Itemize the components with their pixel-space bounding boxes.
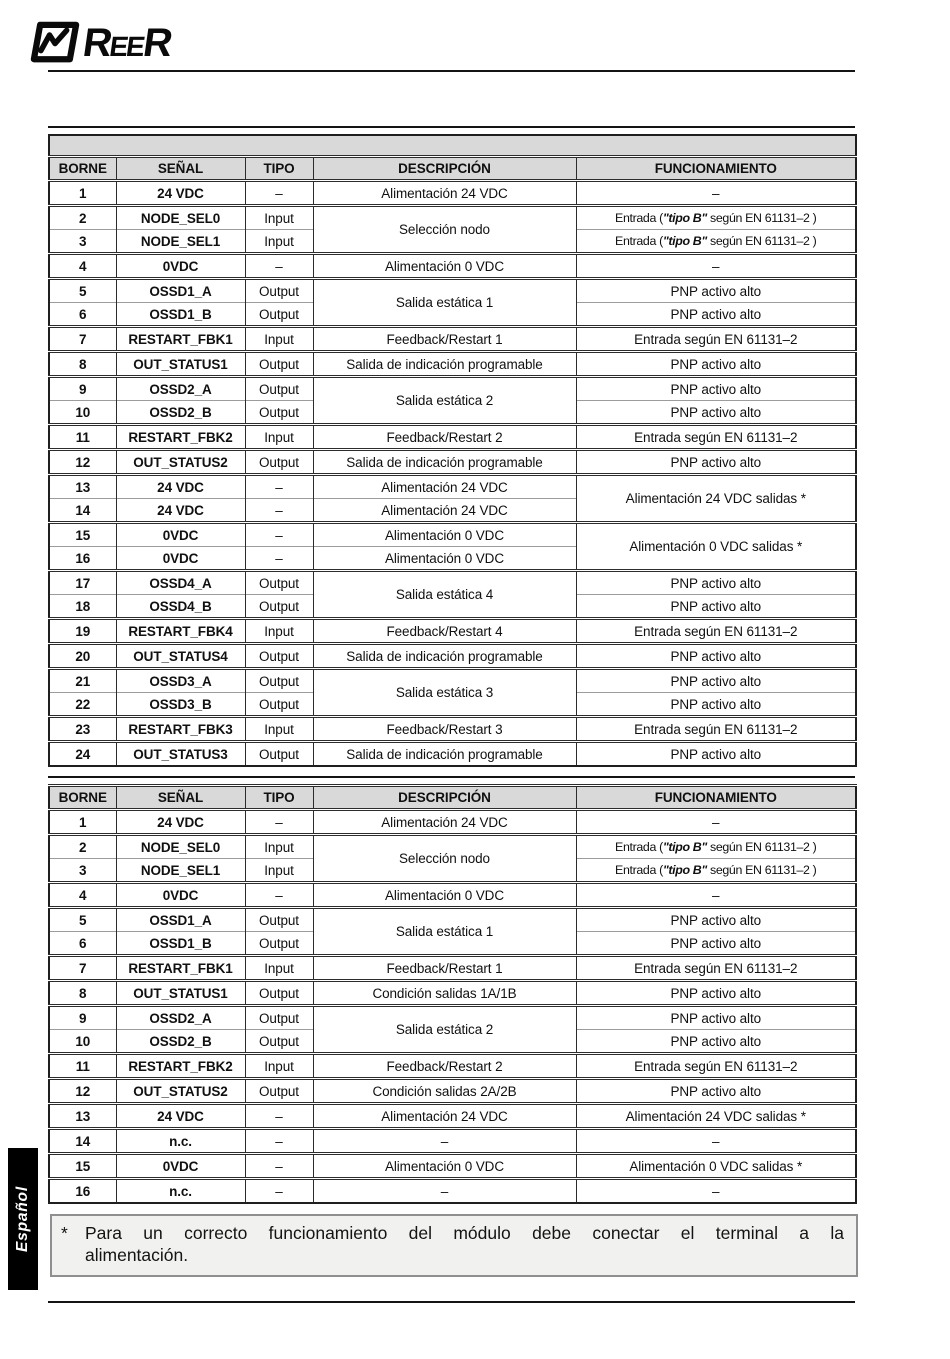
senal-cell: 0VDC xyxy=(116,883,245,908)
senal-cell: 0VDC xyxy=(116,1154,245,1179)
func-cell: Entrada ("tipo B" según EN 61131–2 ) xyxy=(576,206,856,230)
func-cell: PNP activo alto xyxy=(576,571,856,595)
tipo-cell: Output xyxy=(245,1030,313,1054)
desc-cell: Salida estática 2 xyxy=(313,1006,576,1054)
senal-cell: OSSD4_B xyxy=(116,595,245,619)
borne-cell: 2 xyxy=(49,206,116,230)
desc-cell: Alimentación 24 VDC xyxy=(313,181,576,206)
pinout-table-16-terminals xyxy=(48,784,857,1204)
tipo-cell: – xyxy=(245,1179,313,1204)
tipo-cell: Output xyxy=(245,1006,313,1030)
desc-cell: Selección nodo xyxy=(313,206,576,254)
senal-cell: RESTART_FBK3 xyxy=(116,717,245,742)
func-cell: Entrada según EN 61131–2 xyxy=(576,327,856,352)
tipo-cell: – xyxy=(245,181,313,206)
func-cell: PNP activo alto xyxy=(576,401,856,425)
senal-cell: RESTART_FBK1 xyxy=(116,956,245,981)
func-cell: PNP activo alto xyxy=(576,377,856,401)
reer-logo-text: REER xyxy=(80,20,174,65)
tipo-cell: Input xyxy=(245,835,313,859)
bottom-rule xyxy=(48,1301,855,1303)
footnote-box xyxy=(50,1214,858,1277)
senal-cell: OSSD4_A xyxy=(116,571,245,595)
senal-cell: n.c. xyxy=(116,1129,245,1154)
desc-cell: Feedback/Restart 3 xyxy=(313,717,576,742)
borne-cell: 6 xyxy=(49,932,116,956)
tipo-cell: Output xyxy=(245,352,313,377)
tipo-cell: – xyxy=(245,883,313,908)
borne-cell: 4 xyxy=(49,254,116,279)
tipo-cell: Input xyxy=(245,206,313,230)
desc-cell: Alimentación 0 VDC xyxy=(313,254,576,279)
tipo-cell: Output xyxy=(245,644,313,669)
senal-cell: NODE_SEL0 xyxy=(116,206,245,230)
borne-cell: 20 xyxy=(49,644,116,669)
borne-cell: 2 xyxy=(49,835,116,859)
borne-cell: 13 xyxy=(49,475,116,499)
borne-cell: 12 xyxy=(49,450,116,475)
column-header: TIPO xyxy=(245,786,313,810)
footnote-line2: alimentación. xyxy=(85,1245,189,1265)
func-cell: PNP activo alto xyxy=(576,908,856,932)
reer-logo-icon xyxy=(30,20,80,69)
tipo-cell: – xyxy=(245,1154,313,1179)
footnote-text xyxy=(85,1222,844,1266)
senal-cell: OSSD1_A xyxy=(116,279,245,303)
tipo-cell: Output xyxy=(245,908,313,932)
tipo-cell: Input xyxy=(245,717,313,742)
desc-cell: Condición salidas 1A/1B xyxy=(313,981,576,1006)
func-cell: – xyxy=(576,181,856,206)
func-cell: PNP activo alto xyxy=(576,352,856,377)
borne-cell: 7 xyxy=(49,327,116,352)
tipo-cell: Input xyxy=(245,619,313,644)
tipo-cell: Output xyxy=(245,932,313,956)
func-cell: PNP activo alto xyxy=(576,693,856,717)
senal-cell: OUT_STATUS1 xyxy=(116,352,245,377)
func-cell: Alimentación 0 VDC salidas * xyxy=(576,1154,856,1179)
desc-cell: Salida estática 4 xyxy=(313,571,576,619)
senal-cell: OSSD2_A xyxy=(116,1006,245,1030)
desc-cell: Salida de indicación programable xyxy=(313,450,576,475)
tipo-cell: Output xyxy=(245,571,313,595)
table2-top-rule xyxy=(48,776,855,778)
borne-cell: 6 xyxy=(49,303,116,327)
desc-cell: Feedback/Restart 4 xyxy=(313,619,576,644)
column-header: FUNCIONAMIENTO xyxy=(576,786,856,810)
tipo-cell: Output xyxy=(245,279,313,303)
tipo-cell: Output xyxy=(245,401,313,425)
column-header: DESCRIPCIÓN xyxy=(313,157,576,181)
senal-cell: OSSD3_B xyxy=(116,693,245,717)
desc-cell: Salida de indicación programable xyxy=(313,352,576,377)
senal-cell: NODE_SEL1 xyxy=(116,859,245,883)
func-cell: PNP activo alto xyxy=(576,644,856,669)
func-cell: PNP activo alto xyxy=(576,742,856,767)
senal-cell: NODE_SEL1 xyxy=(116,230,245,254)
borne-cell: 16 xyxy=(49,1179,116,1204)
desc-cell: Alimentación 0 VDC xyxy=(313,1154,576,1179)
desc-cell: Alimentación 24 VDC xyxy=(313,810,576,835)
tipo-cell: – xyxy=(245,475,313,499)
borne-cell: 1 xyxy=(49,181,116,206)
senal-cell: n.c. xyxy=(116,1179,245,1204)
borne-cell: 23 xyxy=(49,717,116,742)
func-cell: PNP activo alto xyxy=(576,1006,856,1030)
func-cell: PNP activo alto xyxy=(576,1030,856,1054)
column-header: SEÑAL xyxy=(116,786,245,810)
senal-cell: 24 VDC xyxy=(116,1104,245,1129)
borne-cell: 15 xyxy=(49,523,116,547)
tipo-cell: Input xyxy=(245,230,313,254)
desc-cell: Feedback/Restart 2 xyxy=(313,425,576,450)
borne-cell: 11 xyxy=(49,1054,116,1079)
func-cell: PNP activo alto xyxy=(576,1079,856,1104)
tipo-cell: Input xyxy=(245,956,313,981)
func-cell: PNP activo alto xyxy=(576,595,856,619)
column-header: SEÑAL xyxy=(116,157,245,181)
desc-cell: Alimentación 24 VDC xyxy=(313,499,576,523)
reer-logo xyxy=(30,20,174,69)
senal-cell: 24 VDC xyxy=(116,181,245,206)
borne-cell: 15 xyxy=(49,1154,116,1179)
tipo-cell: – xyxy=(245,499,313,523)
senal-cell: RESTART_FBK2 xyxy=(116,425,245,450)
borne-cell: 22 xyxy=(49,693,116,717)
desc-cell: Salida de indicación programable xyxy=(313,644,576,669)
senal-cell: OUT_STATUS2 xyxy=(116,450,245,475)
column-header: DESCRIPCIÓN xyxy=(313,786,576,810)
desc-cell: Feedback/Restart 1 xyxy=(313,956,576,981)
tipo-cell: Output xyxy=(245,981,313,1006)
func-cell: PNP activo alto xyxy=(576,303,856,327)
func-cell: PNP activo alto xyxy=(576,669,856,693)
senal-cell: OSSD1_A xyxy=(116,908,245,932)
tipo-cell: – xyxy=(245,1129,313,1154)
func-cell: Entrada según EN 61131–2 xyxy=(576,717,856,742)
desc-cell: Alimentación 24 VDC xyxy=(313,1104,576,1129)
borne-cell: 10 xyxy=(49,401,116,425)
tipo-cell: – xyxy=(245,254,313,279)
desc-cell: Feedback/Restart 2 xyxy=(313,1054,576,1079)
senal-cell: OSSD1_B xyxy=(116,303,245,327)
desc-cell: Condición salidas 2A/2B xyxy=(313,1079,576,1104)
footnote-line1: Para un correcto funcionamiento del módulo debe conectar el terminal a la xyxy=(85,1223,844,1243)
desc-cell: Salida estática 1 xyxy=(313,279,576,327)
tipo-cell: Output xyxy=(245,303,313,327)
func-cell: – xyxy=(576,883,856,908)
borne-cell: 17 xyxy=(49,571,116,595)
tipo-cell: – xyxy=(245,810,313,835)
func-cell: – xyxy=(576,254,856,279)
senal-cell: OUT_STATUS3 xyxy=(116,742,245,767)
borne-cell: 11 xyxy=(49,425,116,450)
borne-cell: 18 xyxy=(49,595,116,619)
tipo-cell: – xyxy=(245,547,313,571)
senal-cell: OSSD2_A xyxy=(116,377,245,401)
borne-cell: 9 xyxy=(49,1006,116,1030)
footnote-asterisk: * xyxy=(61,1223,68,1243)
tipo-cell: Input xyxy=(245,1054,313,1079)
column-header: FUNCIONAMIENTO xyxy=(576,157,856,181)
senal-cell: RESTART_FBK4 xyxy=(116,619,245,644)
senal-cell: OSSD1_B xyxy=(116,932,245,956)
tipo-cell: Output xyxy=(245,669,313,693)
borne-cell: 5 xyxy=(49,279,116,303)
desc-cell: Alimentación 0 VDC xyxy=(313,523,576,547)
senal-cell: 0VDC xyxy=(116,547,245,571)
func-cell: – xyxy=(576,810,856,835)
borne-cell: 19 xyxy=(49,619,116,644)
borne-cell: 12 xyxy=(49,1079,116,1104)
borne-cell: 24 xyxy=(49,742,116,767)
borne-cell: 13 xyxy=(49,1104,116,1129)
func-cell: PNP activo alto xyxy=(576,932,856,956)
func-cell: Entrada según EN 61131–2 xyxy=(576,956,856,981)
desc-cell: Alimentación 24 VDC xyxy=(313,475,576,499)
desc-cell: Alimentación 0 VDC xyxy=(313,883,576,908)
borne-cell: 9 xyxy=(49,377,116,401)
borne-cell: 14 xyxy=(49,1129,116,1154)
borne-cell: 7 xyxy=(49,956,116,981)
func-cell: Alimentación 0 VDC salidas * xyxy=(576,523,856,571)
senal-cell: NODE_SEL0 xyxy=(116,835,245,859)
borne-cell: 16 xyxy=(49,547,116,571)
borne-cell: 5 xyxy=(49,908,116,932)
tipo-cell: Output xyxy=(245,1079,313,1104)
tipo-cell: – xyxy=(245,523,313,547)
table-title-band xyxy=(49,135,856,157)
senal-cell: RESTART_FBK1 xyxy=(116,327,245,352)
func-cell: Alimentación 24 VDC salidas * xyxy=(576,475,856,523)
tipo-cell: Input xyxy=(245,327,313,352)
borne-cell: 3 xyxy=(49,859,116,883)
borne-cell: 10 xyxy=(49,1030,116,1054)
desc-cell: – xyxy=(313,1179,576,1204)
borne-cell: 1 xyxy=(49,810,116,835)
senal-cell: 24 VDC xyxy=(116,810,245,835)
desc-cell: Selección nodo xyxy=(313,835,576,883)
borne-cell: 21 xyxy=(49,669,116,693)
desc-cell: Salida estática 3 xyxy=(313,669,576,717)
senal-cell: OUT_STATUS1 xyxy=(116,981,245,1006)
func-cell: Entrada según EN 61131–2 xyxy=(576,619,856,644)
senal-cell: RESTART_FBK2 xyxy=(116,1054,245,1079)
func-cell: Entrada ("tipo B" según EN 61131–2 ) xyxy=(576,230,856,254)
func-cell: PNP activo alto xyxy=(576,450,856,475)
tipo-cell: Output xyxy=(245,450,313,475)
func-cell: PNP activo alto xyxy=(576,981,856,1006)
column-header: BORNE xyxy=(49,786,116,810)
desc-cell: Alimentación 0 VDC xyxy=(313,547,576,571)
header-rule xyxy=(48,70,855,72)
desc-cell: Salida estática 2 xyxy=(313,377,576,425)
senal-cell: OSSD2_B xyxy=(116,401,245,425)
func-cell: Entrada según EN 61131–2 xyxy=(576,425,856,450)
table1-top-rule xyxy=(48,126,855,128)
senal-cell: 0VDC xyxy=(116,254,245,279)
func-cell: Entrada según EN 61131–2 xyxy=(576,1054,856,1079)
borne-cell: 4 xyxy=(49,883,116,908)
desc-cell: Feedback/Restart 1 xyxy=(313,327,576,352)
desc-cell: Salida estática 1 xyxy=(313,908,576,956)
func-cell: – xyxy=(576,1129,856,1154)
borne-cell: 14 xyxy=(49,499,116,523)
tipo-cell: Output xyxy=(245,377,313,401)
senal-cell: 0VDC xyxy=(116,523,245,547)
func-cell: – xyxy=(576,1179,856,1204)
pinout-table-24-terminals xyxy=(48,134,857,767)
tipo-cell: Output xyxy=(245,595,313,619)
desc-cell: – xyxy=(313,1129,576,1154)
column-header: TIPO xyxy=(245,157,313,181)
func-cell: Alimentación 24 VDC salidas * xyxy=(576,1104,856,1129)
senal-cell: OSSD2_B xyxy=(116,1030,245,1054)
tipo-cell: Input xyxy=(245,859,313,883)
tipo-cell: Output xyxy=(245,693,313,717)
desc-cell: Salida de indicación programable xyxy=(313,742,576,767)
borne-cell: 8 xyxy=(49,352,116,377)
borne-cell: 8 xyxy=(49,981,116,1006)
func-cell: Entrada ("tipo B" según EN 61131–2 ) xyxy=(576,859,856,883)
tipo-cell: – xyxy=(245,1104,313,1129)
column-header: BORNE xyxy=(49,157,116,181)
senal-cell: OSSD3_A xyxy=(116,669,245,693)
senal-cell: 24 VDC xyxy=(116,475,245,499)
func-cell: PNP activo alto xyxy=(576,279,856,303)
senal-cell: OUT_STATUS2 xyxy=(116,1079,245,1104)
tipo-cell: Input xyxy=(245,425,313,450)
language-tab-label: Español xyxy=(14,1186,31,1252)
tipo-cell: Output xyxy=(245,742,313,767)
language-tab-espanol xyxy=(8,1148,38,1290)
borne-cell: 3 xyxy=(49,230,116,254)
senal-cell: OUT_STATUS4 xyxy=(116,644,245,669)
func-cell: Entrada ("tipo B" según EN 61131–2 ) xyxy=(576,835,856,859)
senal-cell: 24 VDC xyxy=(116,499,245,523)
